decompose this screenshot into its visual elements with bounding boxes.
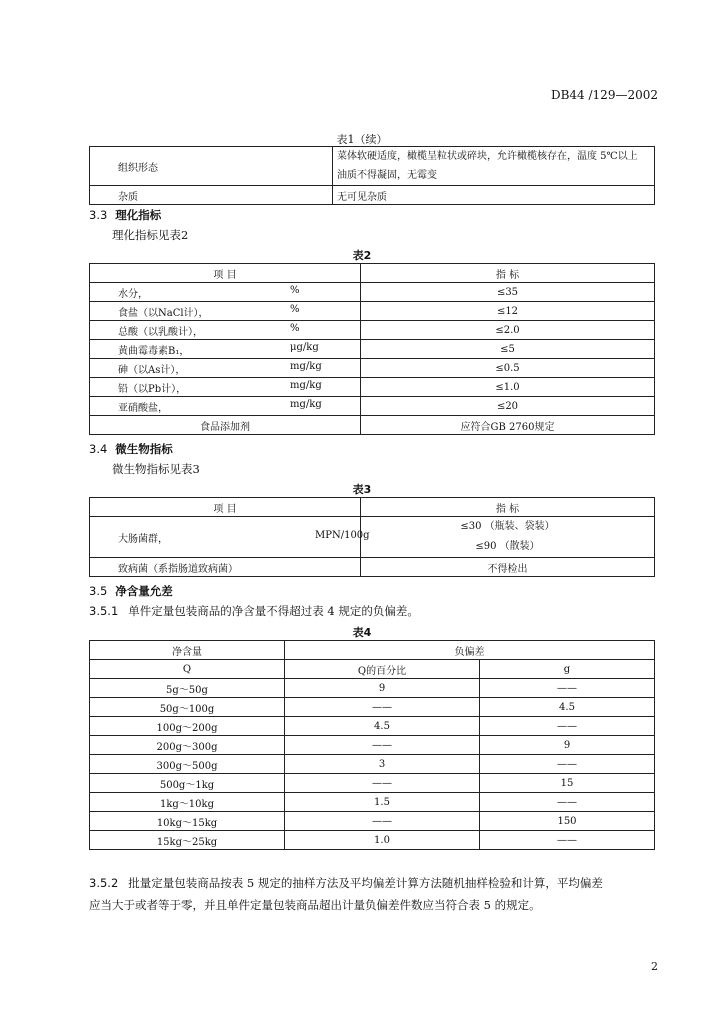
- table-row: [90, 517, 655, 558]
- table3: [89, 497, 655, 577]
- item-unit: mg/kg: [290, 398, 322, 410]
- value-line: ≤30 （瓶装、袋装）: [460, 521, 555, 532]
- clause-number: 3.5.1: [89, 604, 119, 618]
- table-row: [90, 416, 655, 435]
- item-value: ≤12: [361, 302, 655, 321]
- table1: [89, 146, 655, 205]
- table-row: [90, 660, 655, 679]
- table1-caption: 表1（续）: [336, 133, 388, 146]
- net-range: 10kg～15kg: [90, 812, 285, 831]
- clause-text: 批量定量包装商品按表 5 规定的抽样方法及平均偏差计算方法随机抽样检验和计算，平均偏差: [128, 876, 603, 890]
- net-range: 1kg～10kg: [90, 793, 285, 812]
- table-row: [90, 558, 655, 577]
- clause-351: [89, 603, 419, 619]
- table-row: [90, 736, 655, 755]
- item-value: ≤35: [361, 283, 655, 302]
- table-row: [90, 717, 655, 736]
- item-unit: mg/kg: [290, 360, 322, 372]
- section-title: 微生物指标: [115, 442, 173, 456]
- table2-head-item: 项 目: [90, 264, 361, 283]
- clause-line: 应当大于或者等于零，并且单件定量包装商品超出计量负偏差件数应当符合表 5 的规定。: [89, 898, 541, 912]
- table1-desc: [333, 147, 655, 186]
- item-value: ≤1.0: [361, 378, 655, 397]
- table4-head-g: g: [480, 660, 655, 679]
- item-name: 黄曲霉毒素B₁，: [118, 345, 190, 357]
- table1-desc: 无可见杂质: [333, 186, 655, 205]
- table-row: [90, 641, 655, 660]
- table1-desc-line: 菜体软硬适度，橄榄呈粒状或碎块，允许橄榄核存在，温度 5℃以上: [337, 151, 638, 162]
- standard-code: DB44 /129—2002: [550, 88, 658, 102]
- section-number: 3.5: [89, 584, 108, 598]
- dev-pct: ——: [285, 698, 480, 717]
- table2: [89, 263, 655, 435]
- table-row: [90, 378, 655, 397]
- table-row: [90, 302, 655, 321]
- item-unit: MPN/100g: [315, 530, 370, 541]
- dev-g: 150: [480, 812, 655, 831]
- item-name: 食盐（以NaCl计），: [118, 307, 209, 319]
- item-name: 总酸（以乳酸计），: [118, 326, 203, 338]
- table2-item: [90, 302, 361, 321]
- item-unit: %: [290, 284, 300, 296]
- net-range: 500g～1kg: [90, 774, 285, 793]
- dev-pct: 4.5: [285, 717, 480, 736]
- item-value: ≤5: [361, 340, 655, 359]
- table-row: [90, 186, 655, 205]
- section-title: 净含量允差: [115, 584, 173, 598]
- table2-item: [90, 340, 361, 359]
- table2-head-index: 指 标: [361, 264, 655, 283]
- section-text: 微生物指标见表3: [112, 462, 200, 476]
- dev-g: ——: [480, 793, 655, 812]
- item-value: ≤0.5: [361, 359, 655, 378]
- table3-pathogen-value: 不得检出: [361, 558, 655, 577]
- table2-item: [90, 397, 361, 416]
- table4-head-net: 净含量: [90, 641, 285, 660]
- dev-pct: 3: [285, 755, 480, 774]
- section-number: 3.3: [89, 208, 108, 222]
- table-row: [90, 340, 655, 359]
- table3-coli: [90, 517, 370, 558]
- dev-pct: ——: [285, 812, 480, 831]
- table-row: [90, 679, 655, 698]
- table-row: [90, 812, 655, 831]
- section-heading: [89, 441, 173, 457]
- table4-head-dev: 负偏差: [285, 641, 655, 660]
- net-range: 200g～300g: [90, 736, 285, 755]
- table-row: [90, 498, 655, 517]
- item-unit: %: [290, 303, 300, 315]
- dev-g: ——: [480, 755, 655, 774]
- net-range: 5g～50g: [90, 679, 285, 698]
- dev-g: 9: [480, 736, 655, 755]
- section-heading: [89, 207, 161, 223]
- dev-g: ——: [480, 679, 655, 698]
- item-value: ≤2.0: [361, 321, 655, 340]
- item-unit: %: [290, 322, 300, 334]
- table2-additive: 食品添加剂: [90, 416, 361, 435]
- table-row: [90, 831, 655, 850]
- item-name: 砷（以As计），: [118, 364, 186, 376]
- dev-g: 15: [480, 774, 655, 793]
- section-title: 理化指标: [115, 208, 162, 222]
- net-range: 300g～500g: [90, 755, 285, 774]
- table-row: [90, 321, 655, 340]
- table3-pathogen: 致病菌（系指肠道致病菌）: [90, 558, 361, 577]
- table-row: [90, 397, 655, 416]
- dev-pct: ——: [285, 736, 480, 755]
- dev-pct: 9: [285, 679, 480, 698]
- table4-head-q: Q: [90, 660, 285, 679]
- table-row: [90, 774, 655, 793]
- table1-desc-line: 油质不得凝固，无霉变: [337, 170, 437, 181]
- item-value: ≤20: [361, 397, 655, 416]
- clause-number: 3.5.2: [89, 876, 119, 890]
- table-row: [90, 283, 655, 302]
- section-number: 3.4: [89, 442, 108, 456]
- table1-item: 组织形态: [90, 147, 333, 186]
- net-range: 100g～200g: [90, 717, 285, 736]
- item-name: 水分，: [118, 288, 148, 300]
- table2-caption: 表2: [352, 249, 372, 262]
- clause-text: 单件定量包装商品的净含量不得超过表 4 规定的负偏差。: [128, 604, 419, 618]
- table-row: [90, 755, 655, 774]
- dev-pct: 1.5: [285, 793, 480, 812]
- table4-caption: 表4: [352, 626, 372, 639]
- net-range: 50g～100g: [90, 698, 285, 717]
- clause-352: [89, 872, 657, 916]
- page-number: 2: [651, 960, 658, 973]
- table-row: [90, 264, 655, 283]
- table4: [89, 640, 655, 850]
- item-unit: mg/kg: [290, 379, 322, 391]
- value-line: ≤90 （散装）: [475, 541, 540, 552]
- table3-head-item: 项 目: [90, 498, 361, 517]
- table3-coli-value: [361, 517, 655, 558]
- table2-item: [90, 321, 361, 340]
- table3-head-index: 指 标: [361, 498, 655, 517]
- section-text: 理化指标见表2: [112, 228, 189, 242]
- table4-head-pct: Q的百分比: [285, 660, 480, 679]
- dev-pct: ——: [285, 774, 480, 793]
- table-row: [90, 793, 655, 812]
- table-row: [90, 359, 655, 378]
- item-unit: μg/kg: [290, 341, 319, 353]
- item-name: 铅（以Pb计），: [118, 383, 187, 395]
- table2-item: [90, 283, 361, 302]
- dev-g: ——: [480, 831, 655, 850]
- table-row: [90, 698, 655, 717]
- dev-pct: 1.0: [285, 831, 480, 850]
- table2-additive-value: 应符合GB 2760规定: [361, 416, 655, 435]
- net-range: 15kg～25kg: [90, 831, 285, 850]
- table2-item: [90, 378, 361, 397]
- item-name: 大肠菌群，: [118, 533, 168, 545]
- clause-line: [89, 872, 657, 894]
- table2-item: [90, 359, 361, 378]
- dev-g: ——: [480, 717, 655, 736]
- item-name: 亚硝酸盐，: [118, 402, 168, 414]
- table1-item: 杂质: [90, 186, 333, 205]
- table3-caption: 表3: [352, 483, 372, 496]
- dev-g: 4.5: [480, 698, 655, 717]
- section-heading: [89, 583, 173, 599]
- table-row: [90, 147, 655, 186]
